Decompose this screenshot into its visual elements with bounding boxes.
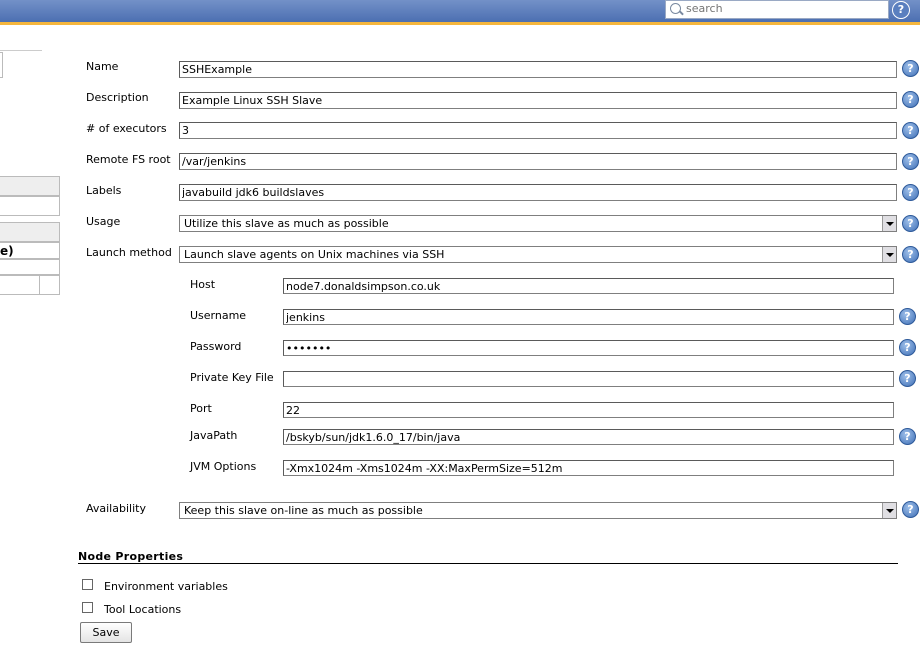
usage-select[interactable] — [179, 215, 897, 232]
description-label: Description — [86, 91, 149, 104]
sidebar-table-header — [0, 222, 60, 242]
name-input[interactable] — [179, 61, 897, 78]
description-input[interactable] — [179, 92, 897, 109]
tool-locations-label: Tool Locations — [104, 603, 182, 616]
name-help-icon[interactable]: ? — [902, 60, 919, 77]
dropdown-arrow-icon[interactable] — [882, 247, 896, 262]
sidebar-divider — [0, 50, 42, 51]
jvm-options-input[interactable] — [283, 460, 894, 476]
usage-label: Usage — [86, 215, 121, 228]
password-input[interactable] — [283, 340, 894, 356]
remote-fs-label: Remote FS root — [86, 153, 171, 166]
username-help-icon[interactable]: ? — [899, 308, 916, 325]
env-vars-label: Environment variables — [104, 580, 228, 593]
java-path-label: JavaPath — [190, 429, 238, 442]
host-input[interactable] — [283, 278, 894, 294]
sidebar-cell-divider — [39, 275, 40, 295]
launch-method-label: Launch method — [86, 246, 172, 259]
executors-input[interactable] — [179, 122, 897, 139]
sidebar-partial-text: e) — [0, 244, 14, 258]
host-label: Host — [190, 278, 216, 291]
port-label: Port — [190, 402, 212, 415]
section-divider — [78, 563, 898, 564]
dropdown-arrow-icon[interactable] — [882, 216, 896, 231]
description-help-icon[interactable]: ? — [902, 91, 919, 108]
availability-select-value: Keep this slave on-line as much as possible — [184, 504, 423, 517]
availability-select[interactable] — [179, 502, 897, 519]
port-input[interactable] — [283, 402, 894, 418]
search-box[interactable] — [665, 0, 889, 19]
availability-help-icon[interactable]: ? — [902, 501, 919, 518]
private-key-input[interactable] — [283, 371, 894, 387]
node-properties-heading: Node Properties — [78, 550, 184, 563]
sidebar-table-row — [0, 259, 60, 275]
labels-label: Labels — [86, 184, 122, 197]
tool-locations-checkbox[interactable] — [82, 602, 93, 613]
usage-help-icon[interactable]: ? — [902, 215, 919, 232]
launch-method-select-value: Launch slave agents on Unix machines via SSH — [184, 248, 445, 261]
sidebar-panel-header — [0, 176, 60, 196]
jvm-options-label: JVM Options — [190, 460, 257, 473]
remote-fs-input[interactable] — [179, 153, 897, 170]
sidebar-table-row — [0, 275, 60, 295]
help-icon[interactable]: ? — [892, 1, 910, 19]
search-icon — [670, 3, 681, 14]
dropdown-arrow-icon[interactable] — [882, 503, 896, 518]
sidebar-panel-row — [0, 196, 60, 216]
launch-method-help-icon[interactable]: ? — [902, 246, 919, 263]
password-help-icon[interactable]: ? — [899, 339, 916, 356]
java-path-help-icon[interactable]: ? — [899, 428, 916, 445]
sidebar-edge — [0, 52, 3, 78]
private-key-label: Private Key File — [190, 371, 274, 384]
username-input[interactable] — [283, 309, 894, 325]
remote-fs-help-icon[interactable]: ? — [902, 153, 919, 170]
labels-help-icon[interactable]: ? — [902, 184, 919, 201]
executors-label: # of executors — [86, 122, 167, 135]
top-header-bar — [0, 0, 920, 25]
usage-select-value: Utilize this slave as much as possible — [184, 217, 389, 230]
launch-method-select[interactable] — [179, 246, 897, 263]
password-label: Password — [190, 340, 242, 353]
labels-input[interactable] — [179, 184, 897, 201]
search-input[interactable] — [686, 1, 876, 16]
private-key-help-icon[interactable]: ? — [899, 370, 916, 387]
username-label: Username — [190, 309, 247, 322]
availability-label: Availability — [86, 502, 146, 515]
executors-help-icon[interactable]: ? — [902, 122, 919, 139]
name-label: Name — [86, 60, 119, 73]
env-vars-checkbox[interactable] — [82, 579, 93, 590]
save-button[interactable]: Save — [80, 622, 132, 643]
java-path-input[interactable] — [283, 429, 894, 445]
